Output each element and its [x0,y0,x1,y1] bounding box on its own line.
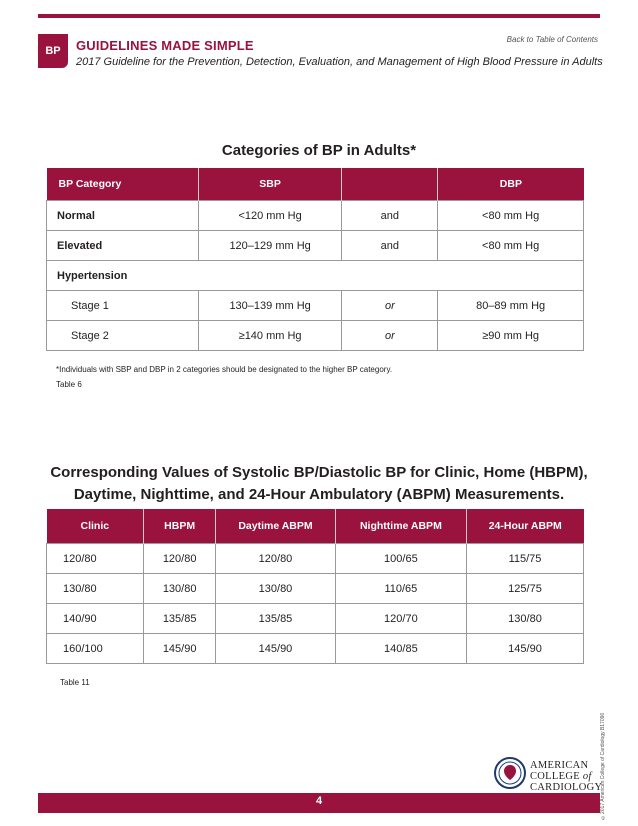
table-header-row [47,168,584,201]
table-row [47,201,584,231]
table-cell: 100/65 [335,544,466,574]
conj-cell: and [342,201,438,231]
table6-title: Categories of BP in Adults* [221,142,417,159]
conj-cell: or [342,321,438,351]
category-cell: Elevated [47,231,199,261]
table-cell: 110/65 [335,574,466,604]
dbp-cell: 80–89 mm Hg [438,291,584,321]
dbp-cell: <80 mm Hg [438,201,584,231]
table-cell: 140/85 [335,634,466,664]
category-cell: Stage 2 [47,321,199,351]
table-cell: 135/85 [216,604,336,634]
table-row [47,544,584,574]
table-header-row [47,509,584,544]
table-cell: 135/85 [144,604,216,634]
conj-cell: or [342,291,438,321]
table-cell: 130/80 [47,574,144,604]
logo-line2-college: COLLEGE [530,771,583,782]
table-cell: 120/80 [144,544,216,574]
logo-line2 [530,771,602,782]
sbp-cell: ≥140 mm Hg [198,321,342,351]
acc-seal-icon [494,757,526,789]
table11-title [0,462,638,506]
category-cell: Normal [47,201,199,231]
table11-title-line1: Corresponding Values of Systolic BP/Diastolic BP for Clinic, Home (HBPM), [50,464,588,481]
table-cell: 140/90 [47,604,144,634]
header-bp-category: BP Category [47,168,199,201]
table6-footnote: *Individuals with SBP and DBP in 2 categories should be designated to the higher BP category. [56,365,393,374]
table-cell: 160/100 [47,634,144,664]
bp-badge [38,34,68,68]
table-row [47,604,584,634]
bp-badge-label: BP [45,45,61,57]
table-cell: 120/80 [47,544,144,574]
page-number: 4 [315,795,323,807]
header-title: GUIDELINES MADE SIMPLE [76,38,254,53]
table11-label: Table 11 [60,678,90,687]
bp-categories-table [46,168,584,351]
top-rule [38,14,600,18]
table-row [47,291,584,321]
logo-line1: AMERICAN [530,760,589,771]
sbp-cell: <120 mm Hg [198,201,342,231]
table-row [47,634,584,664]
table-cell: 130/80 [144,574,216,604]
header-24hour-abpm: 24-Hour ABPM [467,509,584,544]
table-row [47,261,584,291]
header-nighttime-abpm: Nighttime ABPM [335,509,466,544]
header-daytime-abpm: Daytime ABPM [216,509,336,544]
table-cell: 130/80 [216,574,336,604]
table-cell: 125/75 [467,574,584,604]
conj-cell: and [342,231,438,261]
table-cell: 145/90 [144,634,216,664]
header-clinic: Clinic [47,509,144,544]
back-to-toc-link[interactable]: Back to Table of Contents [506,35,598,44]
header-subtitle: 2017 Guideline for the Prevention, Detection, Evaluation, and Management of High Blood Pressure in Adults [76,56,603,68]
category-cell: Hypertension [47,261,584,291]
copyright-text: ©2017 American College of Cardiology B17096 [600,712,606,820]
sbp-cell: 120–129 mm Hg [198,231,342,261]
table-cell: 145/90 [467,634,584,664]
table-cell: 145/90 [216,634,336,664]
acc-logo-wordmark [530,760,602,793]
table11-title-line2: Daytime, Nighttime, and 24-Hour Ambulatory (ABPM) Measurements. [73,486,565,503]
table-cell: 120/70 [335,604,466,634]
table-cell: 120/80 [216,544,336,574]
table-row [47,574,584,604]
bp-measurements-table [46,509,584,664]
table6-label: Table 6 [56,380,82,389]
table-cell: 130/80 [467,604,584,634]
header-sbp: SBP [198,168,342,201]
dbp-cell: <80 mm Hg [438,231,584,261]
header-dbp: DBP [438,168,584,201]
table-row [47,231,584,261]
table-cell: 115/75 [467,544,584,574]
sbp-cell: 130–139 mm Hg [198,291,342,321]
header-blank [342,168,438,201]
dbp-cell: ≥90 mm Hg [438,321,584,351]
logo-line3: CARDIOLOGY [530,782,603,793]
table-row [47,321,584,351]
header-hbpm: HBPM [144,509,216,544]
category-cell: Stage 1 [47,291,199,321]
logo-line2-of: of [582,771,592,782]
